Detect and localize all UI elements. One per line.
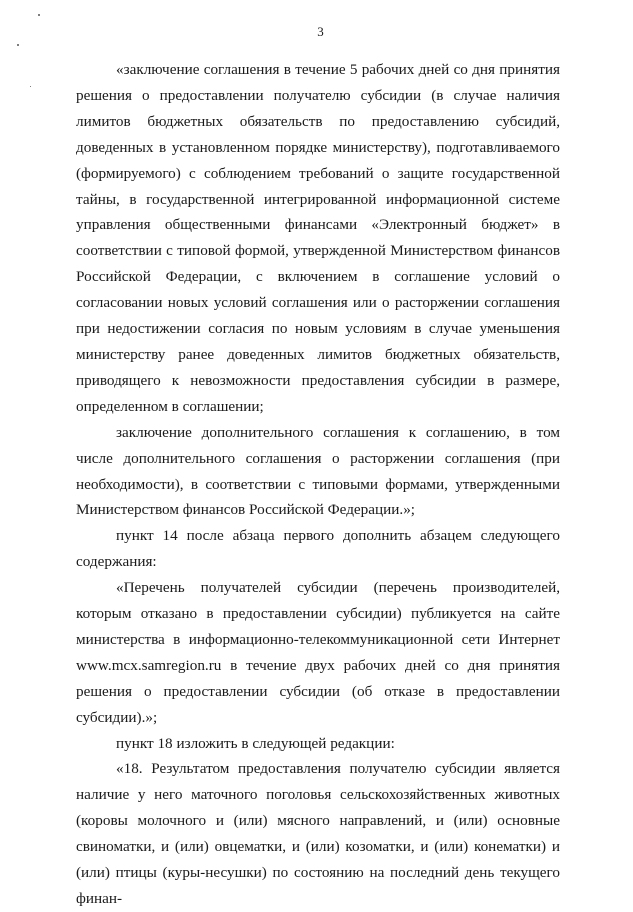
paragraph: «Перечень получателей субсидии (перечень производителей, которым отказано в предоставлении субсидии) публикуется на сайте министерства в информационно-телекоммуникационной сети Интернет www.mcx.samregion.ru в течение двух рабочих дней со дня принятия решения о предоставлении субсидии (об отказе в предоставлении субсидии).»;: [76, 579, 560, 726]
paragraph: заключение дополнительного соглашения к соглашению, в том числе дополнительного соглашения о расторжении соглашения (при необходимости), в соответствии с типовыми формами, утвержденными Министерством финансов Российской Федерации.»;: [76, 423, 560, 519]
paragraph: пункт 18 изложить в следующей редакции:: [116, 734, 395, 752]
scan-speck: [38, 14, 40, 16]
document-body: [76, 57, 560, 912]
paragraph: «18. Результатом предоставления получателю субсидии является наличие у него маточного поголовья сельскохозяйственных животных (коровы молочного и (или) мясного направлений, и (или) основные свиноматки, и (или) овцематки, и (или) козоматки, и (или) конематки) и (или) птицы (куры-несушки) по состоянию на последний день текущего финан-: [76, 760, 560, 907]
paragraph: «заключение соглашения в течение 5 рабочих дней со дня принятия решения о предоставлении получателю субсидии (в случае наличия лимитов бюджетных обязательств по предоставлению субсидий, доведенных в установленном порядке министерству), подготавливаемого (формируемого) с соблюдением требований о защите государственной тайны, в государственной интегрированной информационной системе управления общественными финансами «Электронный бюджет» в соответствии с типовой формой, утвержденной Министерством финансов Российской Федерации, с включением в соглашение условий о согласовании новых условий соглашения или о расторжении соглашения при недостижении согласия по новым условиям в случае уменьшения министерству ранее доведенных лимитов бюджетных обязательств, приводящего к невозможности предоставления субсидии в размере, определенном в соглашении;: [76, 61, 560, 415]
page-number: 3: [317, 24, 324, 39]
scan-speck: [30, 86, 31, 87]
paragraph: пункт 14 после абзаца первого дополнить абзацем следующего содержания:: [76, 527, 560, 571]
scan-speck: [17, 44, 19, 46]
